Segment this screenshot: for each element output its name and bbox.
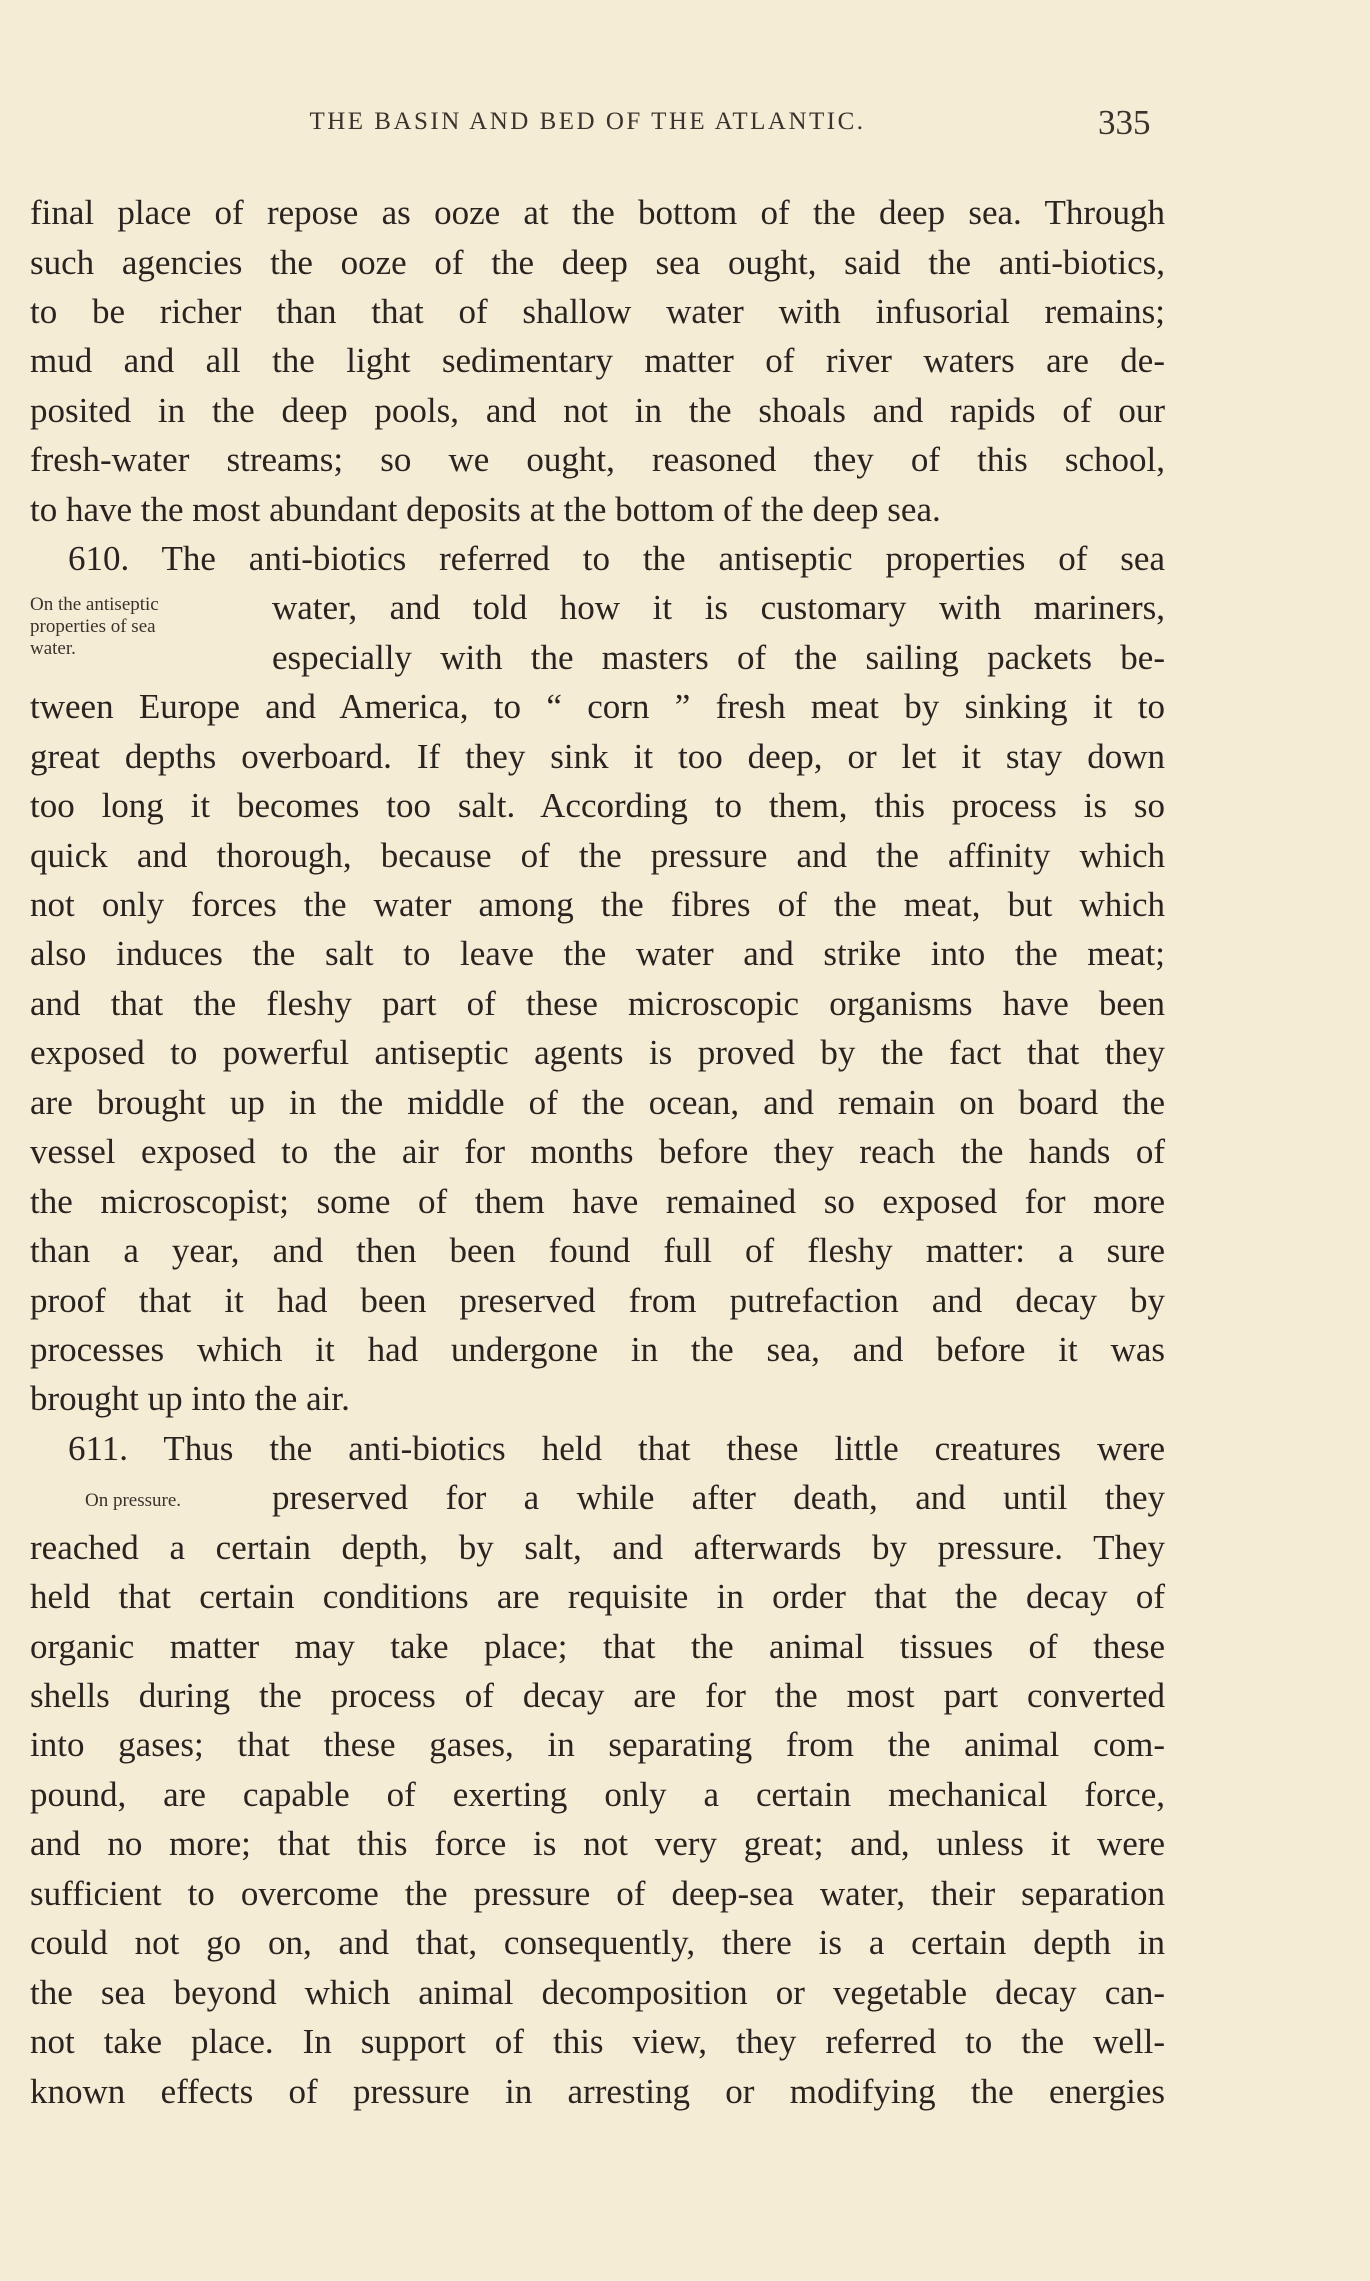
margin-note-pressure [85, 1490, 181, 1512]
text-line: not only forces the water among the fibres of the meat, but which [30, 885, 1165, 924]
margin-note-antiseptic [30, 594, 159, 660]
text-line: the sea beyond which animal decomposition or vegetable decay can- [30, 1973, 1165, 2012]
text-line: too long it becomes too salt. According to them, this process is so [30, 786, 1165, 825]
margin-note-line: On pressure. [85, 1490, 182, 1511]
text-line: the microscopist; some of them have remained so exposed for more [30, 1182, 1165, 1221]
text-line: to have the most abundant deposits at the bottom of the deep sea. [30, 490, 941, 529]
paragraph-610-start: 610. The anti-biotics referred to the antiseptic properties of sea [68, 539, 1165, 578]
text-line: processes which it had undergone in the sea, and before it was [30, 1330, 1165, 1369]
text-line: vessel exposed to the air for months before they reach the hands of [30, 1132, 1165, 1171]
text-line: preserved for a while after death, and until they [272, 1478, 1165, 1517]
text-line: brought up into the air. [30, 1379, 350, 1418]
text-line: reached a certain depth, by salt, and afterwards by pressure. They [30, 1528, 1165, 1567]
text-line: great depths overboard. If they sink it too deep, or let it stay down [30, 737, 1165, 776]
text-line: mud and all the light sedimentary matter of river waters are de- [30, 341, 1165, 380]
text-line: also induces the salt to leave the water and strike into the meat; [30, 934, 1165, 973]
text-line: held that certain conditions are requisite in order that the decay of [30, 1577, 1165, 1616]
text-line: especially with the masters of the sailing packets be- [272, 638, 1165, 677]
page-number: 335 [1098, 103, 1151, 142]
text-line: into gases; that these gases, in separating from the animal com- [30, 1725, 1165, 1764]
text-line: exposed to powerful antiseptic agents is proved by the fact that they [30, 1033, 1165, 1072]
text-line: proof that it had been preserved from putrefaction and decay by [30, 1281, 1165, 1320]
text-line: to be richer than that of shallow water with infusorial remains; [30, 292, 1165, 331]
text-line: fresh-water streams; so we ought, reasoned they of this school, [30, 440, 1165, 479]
text-line: and that the fleshy part of these microscopic organisms have been [30, 984, 1165, 1023]
text-line: organic matter may take place; that the animal tissues of these [30, 1627, 1165, 1666]
margin-note-line: properties of sea [30, 616, 156, 637]
running-title: THE BASIN AND BED OF THE ATLANTIC. [309, 108, 866, 135]
margin-note-line: water. [30, 638, 76, 659]
text-line: pound, are capable of exerting only a certain mechanical force, [30, 1775, 1165, 1814]
text-line: posited in the deep pools, and not in the shoals and rapids of our [30, 391, 1165, 430]
text-line: than a year, and then been found full of fleshy matter: a sure [30, 1231, 1165, 1270]
text-line: such agencies the ooze of the deep sea ought, said the anti-biotics, [30, 243, 1165, 282]
text-line: water, and told how it is customary with mariners, [272, 588, 1165, 627]
text-line: and no more; that this force is not very great; and, unless it were [30, 1824, 1165, 1863]
text-line: shells during the process of decay are for the most part converted [30, 1676, 1165, 1715]
text-line: sufficient to overcome the pressure of deep-sea water, their separation [30, 1874, 1165, 1913]
text-line: known effects of pressure in arresting or modifying the energies [30, 2072, 1165, 2111]
text-line: tween Europe and America, to “ corn ” fresh meat by sinking it to [30, 687, 1165, 726]
text-line: are brought up in the middle of the ocean, and remain on board the [30, 1083, 1165, 1122]
paragraph-611-start: 611. Thus the anti-biotics held that these little creatures were [68, 1429, 1165, 1468]
text-line: final place of repose as ooze at the bottom of the deep sea. Through [30, 193, 1165, 232]
text-line: quick and thorough, because of the pressure and the affinity which [30, 836, 1165, 875]
text-line: not take place. In support of this view, they referred to the well- [30, 2022, 1165, 2061]
margin-note-line: On the antiseptic [30, 594, 159, 615]
text-line: could not go on, and that, consequently, there is a certain depth in [30, 1923, 1165, 1962]
